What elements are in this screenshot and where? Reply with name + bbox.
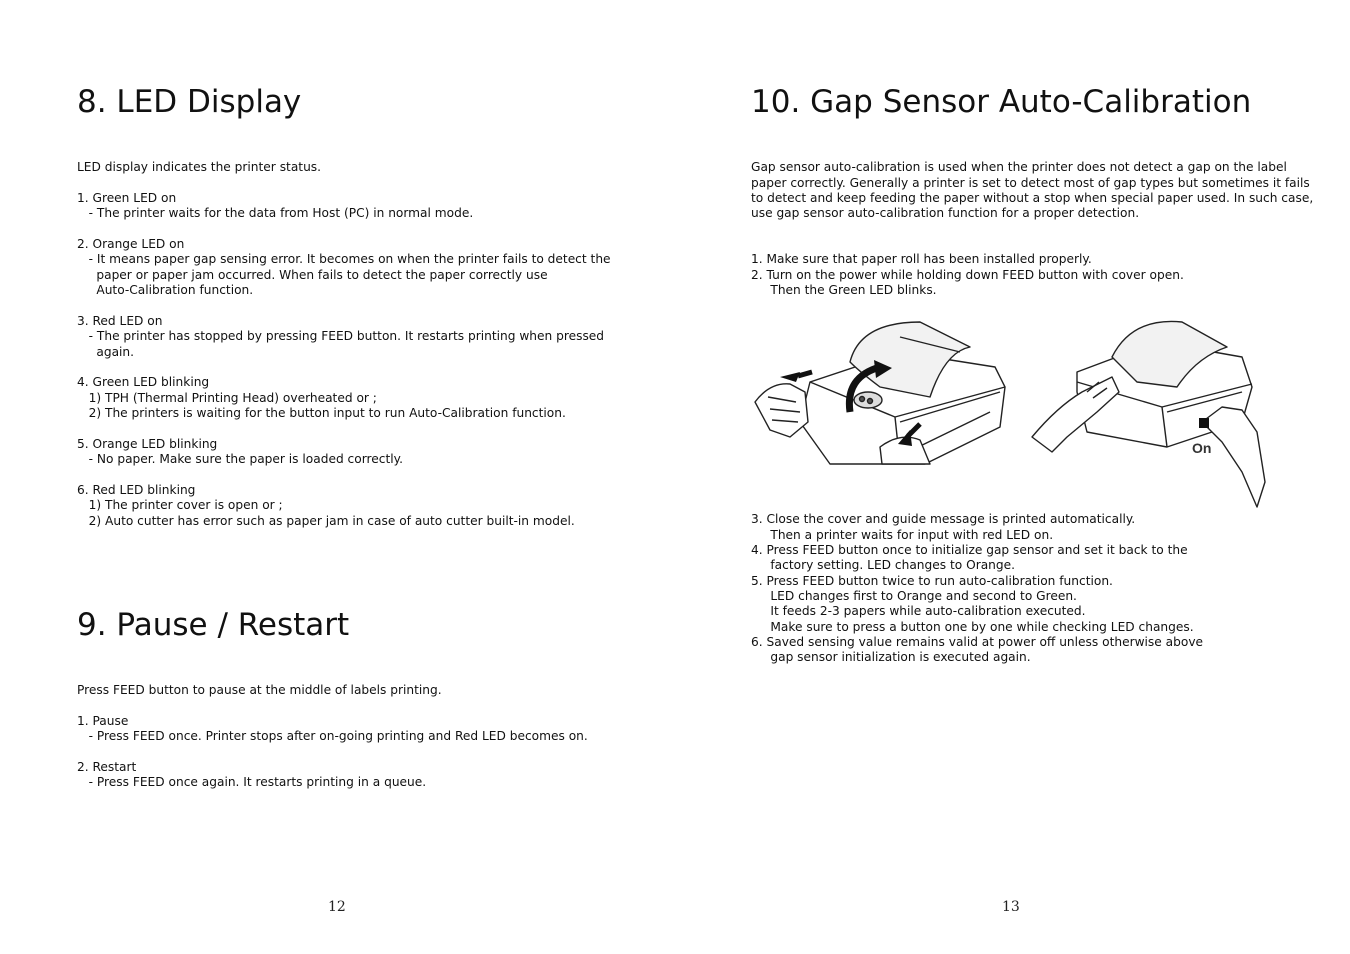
led-item-line: 2) Auto cutter has error such as paper jam in case of auto cutter built-in model. [77,514,575,528]
gap-intro-line: paper correctly. Generally a printer is set to detect most of gap types but sometimes it fails [751,176,1310,190]
page-number-left: 12 [328,899,346,915]
step-line: 1. Make sure that paper roll has been installed properly. [751,252,1092,266]
gap-intro-line: Gap sensor auto-calibration is used when the printer does not detect a gap on the label [751,160,1287,174]
led-item-line: - It means paper gap sensing error. It becomes on when the printer fails to detect the [77,252,611,266]
led-item-heading: 5. Orange LED blinking [77,437,218,451]
step-line: Then the Green LED blinks. [751,283,937,297]
step-line: gap sensor initialization is executed again. [751,650,1031,664]
gap-sensor-title: 10. Gap Sensor Auto-Calibration [751,84,1252,120]
led-item-line: Auto-Calibration function. [77,283,254,297]
led-item-line: again. [77,345,135,359]
led-item-heading: 2. Orange LED on [77,237,185,251]
printer-cover-open-illustration [750,312,1015,467]
led-item-line: paper or paper jam occurred. When fails to detect the paper correctly use [77,268,548,282]
step-line: 4. Press FEED button once to initialize gap sensor and set it back to the [751,543,1188,557]
pause-item-heading: 2. Restart [77,760,137,774]
led-item-line: 2) The printers is waiting for the button input to run Auto-Calibration function. [77,406,566,420]
gap-intro-line: to detect and keep feeding the paper without a stop when special paper used. In such case, [751,191,1314,205]
step-line: Then a printer waits for input with red LED on. [751,528,1054,542]
step-line: 3. Close the cover and guide message is printed automatically. [751,512,1136,526]
pause-item-heading: 1. Pause [77,714,129,728]
led-item-heading: 3. Red LED on [77,314,163,328]
printer-power-on-illustration [1027,312,1272,512]
led-item-line: 1) The printer cover is open or ; [77,498,283,512]
led-item-line: - The printer has stopped by pressing FEED button. It restarts printing when pressed [77,329,605,343]
on-label: On [1192,440,1212,456]
pause-intro: Press FEED button to pause at the middle of labels printing. [77,683,442,697]
led-intro: LED display indicates the printer status. [77,160,322,174]
led-item-heading: 4. Green LED blinking [77,375,210,389]
pause-item-line: - Press FEED once. Printer stops after on-going printing and Red LED becomes on. [77,729,588,743]
step-line: 2. Turn on the power while holding down FEED button with cover open. [751,268,1184,282]
led-display-title: 8. LED Display [77,84,302,120]
step-line: It feeds 2-3 papers while auto-calibration executed. [751,604,1086,618]
led-item-line: 1) TPH (Thermal Printing Head) overheated or ; [77,391,377,405]
step-line: LED changes first to Orange and second to Green. [751,589,1077,603]
gap-intro-line: use gap sensor auto-calibration function for a proper detection. [751,206,1140,220]
step-line: 6. Saved sensing value remains valid at power off unless otherwise above [751,635,1204,649]
page-number-right: 13 [1002,899,1020,915]
step-line: Make sure to press a button one by one while checking LED changes. [751,620,1194,634]
led-item-line: - No paper. Make sure the paper is loaded correctly. [77,452,403,466]
pause-restart-title: 9. Pause / Restart [77,607,350,643]
led-item-line: - The printer waits for the data from Host (PC) in normal mode. [77,206,474,220]
step-line: factory setting. LED changes to Orange. [751,558,1016,572]
right-page [675,0,1350,954]
pause-item-line: - Press FEED once again. It restarts printing in a queue. [77,775,427,789]
led-item-heading: 6. Red LED blinking [77,483,196,497]
step-line: 5. Press FEED button twice to run auto-calibration function. [751,574,1113,588]
led-item-heading: 1. Green LED on [77,191,177,205]
